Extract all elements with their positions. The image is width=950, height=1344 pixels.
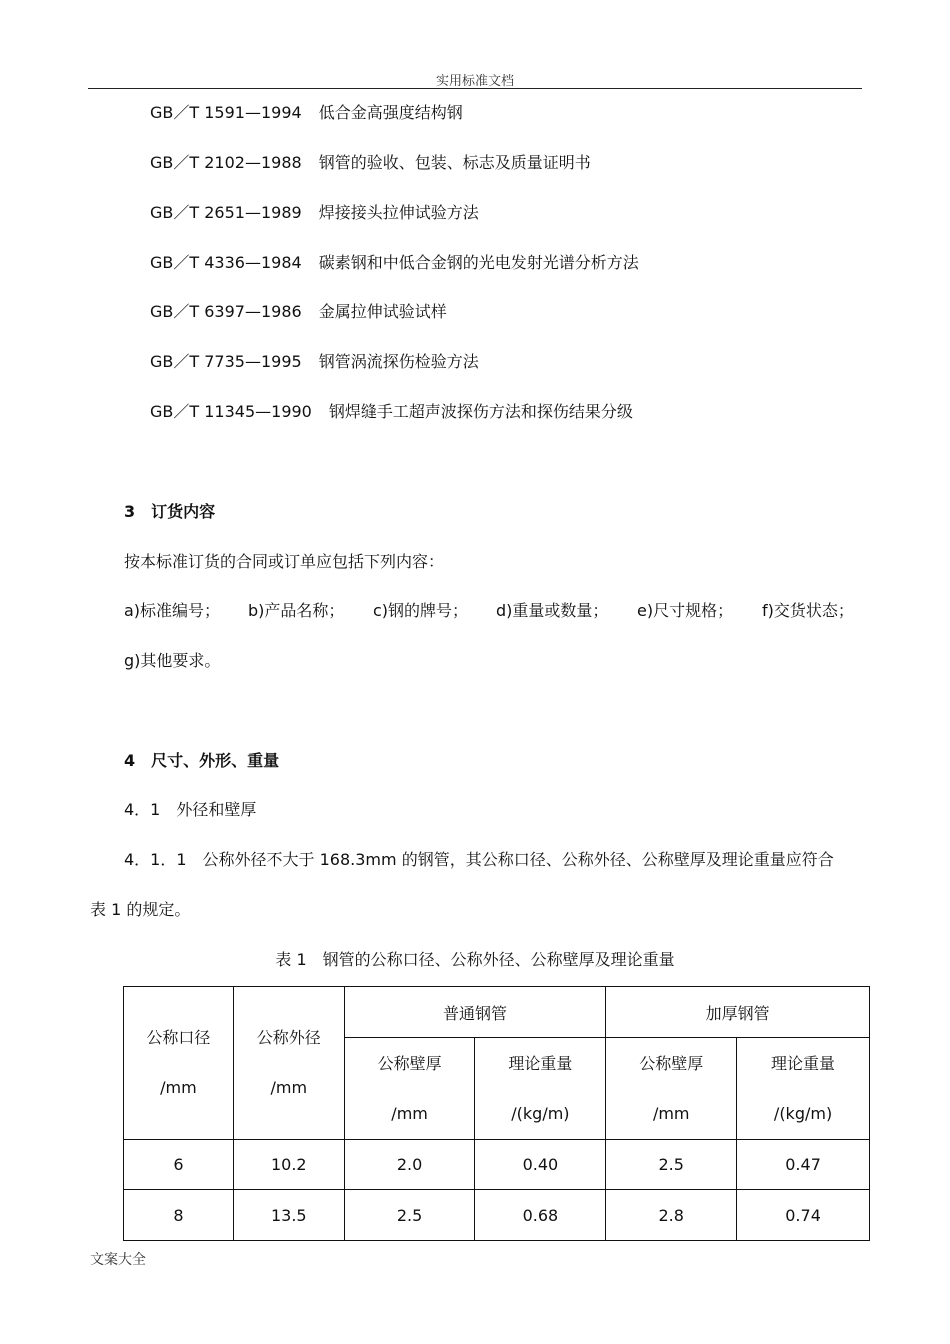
standard-title: 低合金高强度结构钢 [318, 103, 463, 122]
cell-normal-weight: 0.40 [475, 1140, 606, 1190]
standard-item [150, 352, 479, 372]
standard-title: 金属拉伸试验试样 [318, 302, 447, 321]
section-4-heading: 4 尺寸、外形、重量 [124, 751, 280, 770]
cell-nominal-bore: 8 [124, 1190, 234, 1241]
standard-code: GB／T 2651—1989 [150, 203, 302, 222]
standard-code: GB／T 6397—1986 [150, 302, 302, 321]
standard-title: 焊接接头拉伸试验方法 [318, 203, 479, 222]
order-item-c: c)钢的牌号； [373, 601, 469, 620]
header-thick-wall: 公称壁厚 /mm [606, 1038, 737, 1140]
cell-nominal-bore: 6 [124, 1140, 234, 1190]
standard-item [150, 153, 591, 173]
standard-item [150, 402, 633, 422]
standard-item [150, 253, 639, 273]
order-item-d: d)重量或数量； [496, 601, 609, 620]
standard-code: GB／T 2102—1988 [150, 153, 302, 172]
header-normal-wall: 公称壁厚 /mm [344, 1038, 475, 1140]
page-header: 实用标准文档 [435, 74, 514, 89]
cell-outer-diameter: 13.5 [233, 1190, 344, 1241]
standard-code: GB／T 1591—1994 [150, 103, 302, 122]
header-thick-weight: 理论重量 /(kg/m) [737, 1038, 870, 1140]
standard-title: 钢管的验收、包装、标志及质量证明书 [318, 153, 591, 172]
cell-outer-diameter: 10.2 [233, 1140, 344, 1190]
header-normal-weight: 理论重量 /(kg/m) [475, 1038, 606, 1140]
order-item-e: e)尺寸规格； [637, 601, 734, 620]
order-item-g: g)其他要求。 [124, 651, 221, 670]
header-thick-pipe: 加厚钢管 [606, 987, 870, 1038]
order-item-f: f)交货状态； [762, 601, 854, 620]
table-caption: 表 1 钢管的公称口径、公称外径、公称壁厚及理论重量 [275, 950, 675, 969]
cell-thick-wall: 2.8 [606, 1190, 737, 1241]
standard-code: GB／T 11345—1990 [150, 402, 312, 421]
table-row [124, 1190, 870, 1241]
standard-item [150, 203, 479, 223]
section-4-1-heading: 4．1 外径和壁厚 [124, 800, 257, 819]
section-4-1-1-paragraph: 4．1．1 公称外径不大于 168.3mm 的钢管，其公称口径、公称外径、公称壁厚及理论重量应符合 [124, 850, 834, 869]
order-item-a: a)标准编号； [124, 601, 221, 620]
header-normal-pipe: 普通钢管 [344, 987, 606, 1038]
header-rule [88, 88, 862, 89]
table-row [124, 1140, 870, 1190]
cell-normal-wall: 2.5 [344, 1190, 475, 1241]
standard-title: 钢管涡流探伤检验方法 [318, 352, 479, 371]
order-item-b: b)产品名称； [248, 601, 345, 620]
header-nominal-bore: 公称口径 /mm [124, 987, 234, 1140]
pipe-spec-table [123, 986, 870, 1241]
header-outer-diameter: 公称外径 /mm [233, 987, 344, 1140]
standard-item [150, 103, 463, 123]
cell-thick-weight: 0.74 [737, 1190, 870, 1241]
cell-normal-wall: 2.0 [344, 1140, 475, 1190]
section-3-intro: 按本标准订货的合同或订单应包括下列内容： [124, 552, 445, 571]
standard-item [150, 302, 447, 322]
standard-code: GB／T 7735—1995 [150, 352, 302, 371]
section-3-heading: 3 订货内容 [124, 502, 216, 521]
standard-title: 碳素钢和中低合金钢的光电发射光谱分析方法 [318, 253, 639, 272]
section-4-1-1-paragraph-cont: 表 1 的规定。 [90, 900, 191, 919]
page-footer: 文案大全 [90, 1252, 146, 1268]
standard-code: GB／T 4336—1984 [150, 253, 302, 272]
cell-thick-wall: 2.5 [606, 1140, 737, 1190]
cell-normal-weight: 0.68 [475, 1190, 606, 1241]
cell-thick-weight: 0.47 [737, 1140, 870, 1190]
standard-title: 钢焊缝手工超声波探伤方法和探伤结果分级 [328, 402, 633, 421]
